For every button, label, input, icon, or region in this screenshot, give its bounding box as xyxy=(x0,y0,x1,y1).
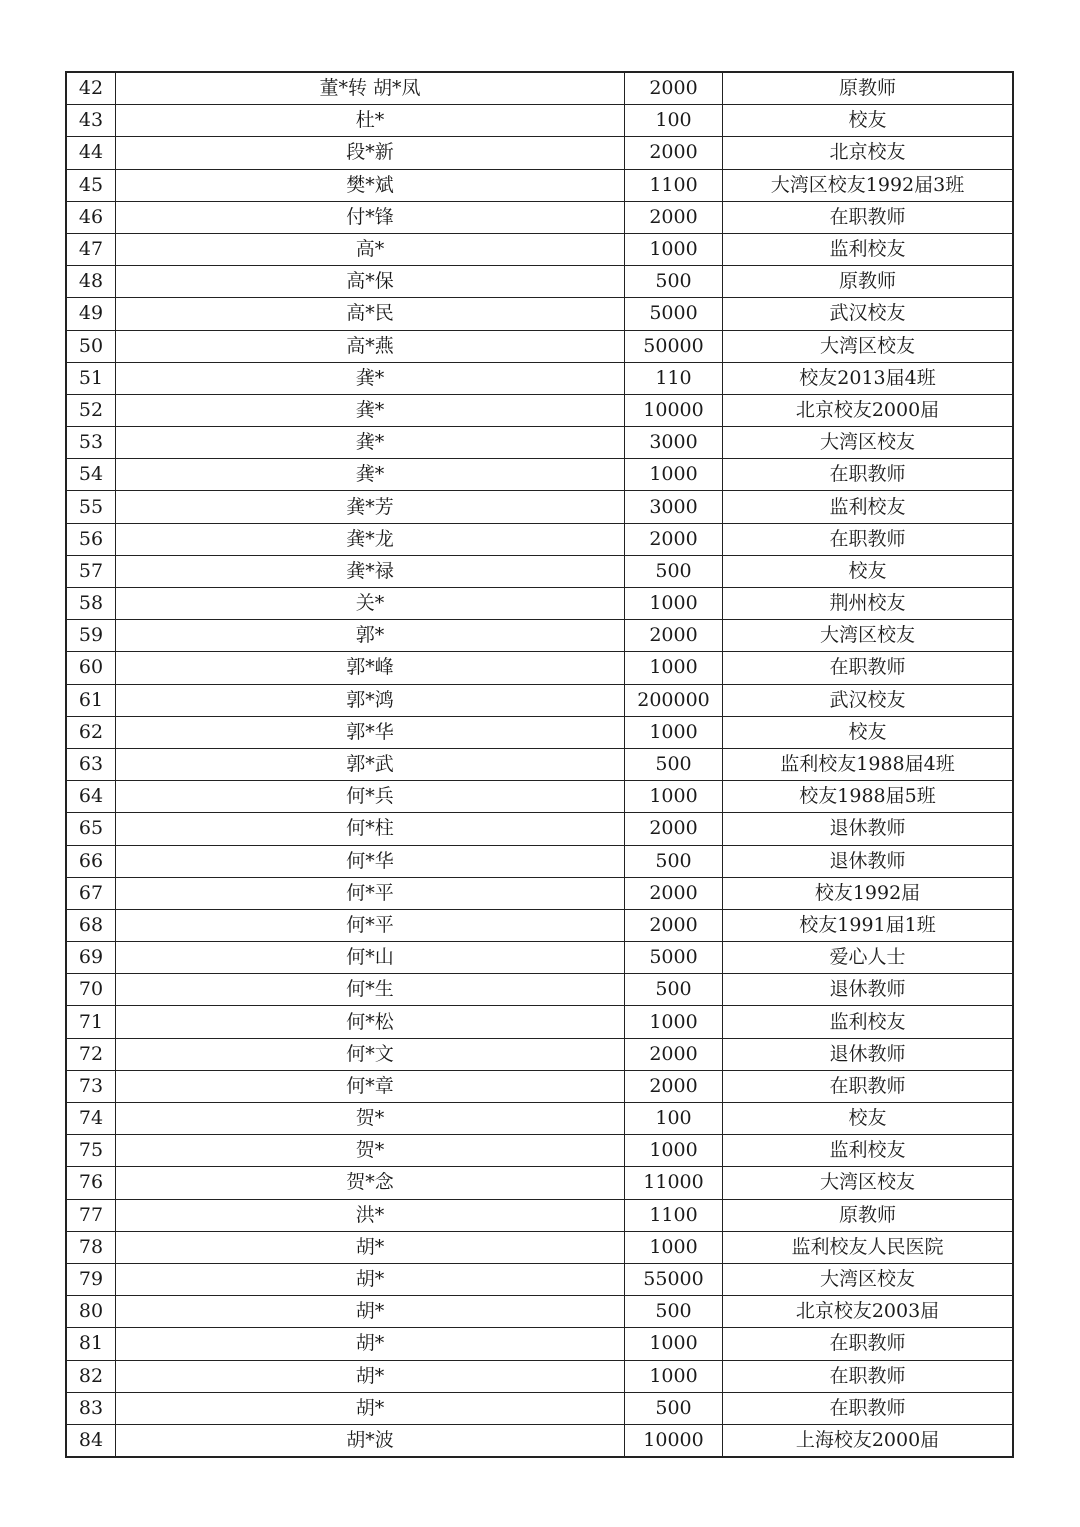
donor-name-cell: 付*锋 xyxy=(116,201,625,233)
donation-amount-cell: 1000 xyxy=(625,233,723,265)
table-row xyxy=(66,1392,1013,1424)
donor-note-cell: 武汉校友 xyxy=(723,684,1014,716)
donation-amount-cell: 2000 xyxy=(625,72,723,105)
donor-name-cell: 龚* xyxy=(116,427,625,459)
donor-note-cell: 北京校友2003届 xyxy=(723,1296,1014,1328)
donation-amount-cell: 1000 xyxy=(625,459,723,491)
row-number-cell: 52 xyxy=(66,394,116,426)
row-number-cell: 66 xyxy=(66,845,116,877)
table-row xyxy=(66,362,1013,394)
donation-amount-cell: 1000 xyxy=(625,588,723,620)
donor-name-cell: 何*生 xyxy=(116,974,625,1006)
row-number-cell: 56 xyxy=(66,523,116,555)
donor-note-cell: 退休教师 xyxy=(723,1038,1014,1070)
row-number-cell: 46 xyxy=(66,201,116,233)
donor-name-cell: 龚* xyxy=(116,394,625,426)
donor-note-cell: 校友1991届1班 xyxy=(723,909,1014,941)
table-row xyxy=(66,266,1013,298)
row-number-cell: 50 xyxy=(66,330,116,362)
row-number-cell: 42 xyxy=(66,72,116,105)
donor-note-cell: 上海校友2000届 xyxy=(723,1424,1014,1457)
row-number-cell: 70 xyxy=(66,974,116,1006)
row-number-cell: 76 xyxy=(66,1167,116,1199)
donor-note-cell: 校友1992届 xyxy=(723,877,1014,909)
donor-note-cell: 退休教师 xyxy=(723,974,1014,1006)
donor-name-cell: 龚*龙 xyxy=(116,523,625,555)
donation-amount-cell: 3000 xyxy=(625,491,723,523)
donor-name-cell: 胡* xyxy=(116,1328,625,1360)
donor-note-cell: 监利校友人民医院 xyxy=(723,1231,1014,1263)
table-row xyxy=(66,684,1013,716)
table-row xyxy=(66,781,1013,813)
donor-name-cell: 龚*禄 xyxy=(116,555,625,587)
donation-amount-cell: 1100 xyxy=(625,1199,723,1231)
donor-note-cell: 校友 xyxy=(723,105,1014,137)
row-number-cell: 54 xyxy=(66,459,116,491)
donation-amount-cell: 1000 xyxy=(625,1006,723,1038)
row-number-cell: 53 xyxy=(66,427,116,459)
table-row xyxy=(66,427,1013,459)
table-row xyxy=(66,1231,1013,1263)
row-number-cell: 63 xyxy=(66,748,116,780)
donor-name-cell: 胡* xyxy=(116,1231,625,1263)
donor-name-cell: 何*文 xyxy=(116,1038,625,1070)
table-row xyxy=(66,1424,1013,1457)
donation-amount-cell: 10000 xyxy=(625,394,723,426)
row-number-cell: 75 xyxy=(66,1135,116,1167)
donor-name-cell: 杜* xyxy=(116,105,625,137)
row-number-cell: 78 xyxy=(66,1231,116,1263)
donor-name-cell: 郭*峰 xyxy=(116,652,625,684)
donor-name-cell: 胡* xyxy=(116,1392,625,1424)
row-number-cell: 83 xyxy=(66,1392,116,1424)
row-number-cell: 64 xyxy=(66,781,116,813)
donation-amount-cell: 11000 xyxy=(625,1167,723,1199)
donor-note-cell: 武汉校友 xyxy=(723,298,1014,330)
row-number-cell: 74 xyxy=(66,1103,116,1135)
donor-note-cell: 在职教师 xyxy=(723,1360,1014,1392)
table-row xyxy=(66,330,1013,362)
donor-note-cell: 监利校友 xyxy=(723,233,1014,265)
donor-name-cell: 何*华 xyxy=(116,845,625,877)
donor-name-cell: 胡* xyxy=(116,1296,625,1328)
donation-amount-cell: 1000 xyxy=(625,652,723,684)
table-row xyxy=(66,1135,1013,1167)
donor-note-cell: 在职教师 xyxy=(723,1392,1014,1424)
table-row xyxy=(66,105,1013,137)
table-row xyxy=(66,459,1013,491)
donor-note-cell: 原教师 xyxy=(723,266,1014,298)
donation-amount-cell: 55000 xyxy=(625,1263,723,1295)
row-number-cell: 47 xyxy=(66,233,116,265)
row-number-cell: 60 xyxy=(66,652,116,684)
row-number-cell: 65 xyxy=(66,813,116,845)
donation-table-body xyxy=(66,72,1013,1457)
donation-amount-cell: 1000 xyxy=(625,781,723,813)
donor-name-cell: 高*保 xyxy=(116,266,625,298)
donor-note-cell: 原教师 xyxy=(723,1199,1014,1231)
donor-name-cell: 龚* xyxy=(116,459,625,491)
row-number-cell: 79 xyxy=(66,1263,116,1295)
row-number-cell: 72 xyxy=(66,1038,116,1070)
donor-note-cell: 在职教师 xyxy=(723,1070,1014,1102)
table-row xyxy=(66,1103,1013,1135)
donation-amount-cell: 500 xyxy=(625,266,723,298)
row-number-cell: 67 xyxy=(66,877,116,909)
donation-amount-cell: 500 xyxy=(625,1296,723,1328)
donation-table xyxy=(65,71,1014,1458)
table-row xyxy=(66,1006,1013,1038)
table-row xyxy=(66,491,1013,523)
donor-name-cell: 龚*芳 xyxy=(116,491,625,523)
table-row xyxy=(66,620,1013,652)
table-row xyxy=(66,201,1013,233)
row-number-cell: 51 xyxy=(66,362,116,394)
donor-note-cell: 爱心人士 xyxy=(723,942,1014,974)
table-row xyxy=(66,1070,1013,1102)
table-row xyxy=(66,748,1013,780)
donor-name-cell: 贺* xyxy=(116,1135,625,1167)
donor-note-cell: 在职教师 xyxy=(723,201,1014,233)
row-number-cell: 77 xyxy=(66,1199,116,1231)
donor-name-cell: 段*新 xyxy=(116,137,625,169)
row-number-cell: 82 xyxy=(66,1360,116,1392)
table-row xyxy=(66,1263,1013,1295)
donation-amount-cell: 2000 xyxy=(625,877,723,909)
donation-amount-cell: 2000 xyxy=(625,137,723,169)
donor-name-cell: 郭*鸿 xyxy=(116,684,625,716)
donor-name-cell: 何*柱 xyxy=(116,813,625,845)
table-row xyxy=(66,1038,1013,1070)
donor-note-cell: 大湾区校友 xyxy=(723,1263,1014,1295)
donor-name-cell: 郭* xyxy=(116,620,625,652)
table-row xyxy=(66,233,1013,265)
table-row xyxy=(66,72,1013,105)
table-row xyxy=(66,137,1013,169)
row-number-cell: 43 xyxy=(66,105,116,137)
row-number-cell: 71 xyxy=(66,1006,116,1038)
donor-note-cell: 监利校友 xyxy=(723,1135,1014,1167)
donor-note-cell: 在职教师 xyxy=(723,523,1014,555)
donor-note-cell: 校友 xyxy=(723,716,1014,748)
row-number-cell: 69 xyxy=(66,942,116,974)
donor-name-cell: 郭*武 xyxy=(116,748,625,780)
donation-amount-cell: 2000 xyxy=(625,909,723,941)
table-row xyxy=(66,909,1013,941)
table-row xyxy=(66,169,1013,201)
donor-note-cell: 校友 xyxy=(723,555,1014,587)
donation-amount-cell: 1000 xyxy=(625,1135,723,1167)
donation-amount-cell: 5000 xyxy=(625,942,723,974)
donor-name-cell: 董*转 胡*凤 xyxy=(116,72,625,105)
donation-amount-cell: 2000 xyxy=(625,201,723,233)
donation-amount-cell: 50000 xyxy=(625,330,723,362)
donor-name-cell: 何*兵 xyxy=(116,781,625,813)
donation-amount-cell: 1100 xyxy=(625,169,723,201)
table-row xyxy=(66,1328,1013,1360)
row-number-cell: 55 xyxy=(66,491,116,523)
donor-note-cell: 监利校友 xyxy=(723,491,1014,523)
donation-amount-cell: 5000 xyxy=(625,298,723,330)
donation-amount-cell: 500 xyxy=(625,845,723,877)
donor-name-cell: 何*平 xyxy=(116,909,625,941)
table-row xyxy=(66,394,1013,426)
donor-name-cell: 洪* xyxy=(116,1199,625,1231)
donor-name-cell: 贺*念 xyxy=(116,1167,625,1199)
row-number-cell: 80 xyxy=(66,1296,116,1328)
donor-note-cell: 监利校友1988届4班 xyxy=(723,748,1014,780)
donor-name-cell: 胡* xyxy=(116,1263,625,1295)
donor-note-cell: 大湾区校友 xyxy=(723,330,1014,362)
row-number-cell: 73 xyxy=(66,1070,116,1102)
table-row xyxy=(66,813,1013,845)
row-number-cell: 84 xyxy=(66,1424,116,1457)
donor-note-cell: 原教师 xyxy=(723,72,1014,105)
row-number-cell: 58 xyxy=(66,588,116,620)
donation-amount-cell: 110 xyxy=(625,362,723,394)
donor-note-cell: 在职教师 xyxy=(723,1328,1014,1360)
row-number-cell: 62 xyxy=(66,716,116,748)
donation-amount-cell: 2000 xyxy=(625,620,723,652)
donor-name-cell: 何*松 xyxy=(116,1006,625,1038)
donor-note-cell: 校友1988届5班 xyxy=(723,781,1014,813)
donor-name-cell: 龚* xyxy=(116,362,625,394)
row-number-cell: 59 xyxy=(66,620,116,652)
donor-note-cell: 校友 xyxy=(723,1103,1014,1135)
donor-name-cell: 何*章 xyxy=(116,1070,625,1102)
table-row xyxy=(66,1360,1013,1392)
donation-amount-cell: 100 xyxy=(625,105,723,137)
row-number-cell: 61 xyxy=(66,684,116,716)
table-row xyxy=(66,588,1013,620)
donor-note-cell: 退休教师 xyxy=(723,845,1014,877)
row-number-cell: 45 xyxy=(66,169,116,201)
donation-amount-cell: 2000 xyxy=(625,1038,723,1070)
donation-amount-cell: 500 xyxy=(625,1392,723,1424)
donor-note-cell: 荆州校友 xyxy=(723,588,1014,620)
donor-name-cell: 何*平 xyxy=(116,877,625,909)
donation-amount-cell: 3000 xyxy=(625,427,723,459)
table-row xyxy=(66,716,1013,748)
table-row xyxy=(66,1167,1013,1199)
row-number-cell: 49 xyxy=(66,298,116,330)
donor-note-cell: 在职教师 xyxy=(723,459,1014,491)
donation-amount-cell: 500 xyxy=(625,555,723,587)
donation-amount-cell: 1000 xyxy=(625,1328,723,1360)
donor-note-cell: 大湾区校友1992届3班 xyxy=(723,169,1014,201)
donor-note-cell: 校友2013届4班 xyxy=(723,362,1014,394)
donor-name-cell: 胡* xyxy=(116,1360,625,1392)
donation-amount-cell: 1000 xyxy=(625,1360,723,1392)
donor-name-cell: 郭*华 xyxy=(116,716,625,748)
donor-name-cell: 高* xyxy=(116,233,625,265)
donation-amount-cell: 200000 xyxy=(625,684,723,716)
donor-note-cell: 在职教师 xyxy=(723,652,1014,684)
table-row xyxy=(66,1199,1013,1231)
donation-amount-cell: 500 xyxy=(625,974,723,1006)
donor-name-cell: 高*民 xyxy=(116,298,625,330)
donation-amount-cell: 2000 xyxy=(625,523,723,555)
row-number-cell: 68 xyxy=(66,909,116,941)
donor-note-cell: 大湾区校友 xyxy=(723,427,1014,459)
table-row xyxy=(66,652,1013,684)
table-row xyxy=(66,845,1013,877)
donation-amount-cell: 1000 xyxy=(625,1231,723,1263)
donor-name-cell: 樊*斌 xyxy=(116,169,625,201)
table-row xyxy=(66,555,1013,587)
donation-amount-cell: 1000 xyxy=(625,716,723,748)
donation-amount-cell: 2000 xyxy=(625,1070,723,1102)
donor-name-cell: 胡*波 xyxy=(116,1424,625,1457)
row-number-cell: 48 xyxy=(66,266,116,298)
donor-note-cell: 大湾区校友 xyxy=(723,620,1014,652)
table-row xyxy=(66,877,1013,909)
donor-note-cell: 北京校友 xyxy=(723,137,1014,169)
row-number-cell: 57 xyxy=(66,555,116,587)
donor-note-cell: 北京校友2000届 xyxy=(723,394,1014,426)
row-number-cell: 81 xyxy=(66,1328,116,1360)
donor-note-cell: 退休教师 xyxy=(723,813,1014,845)
table-row xyxy=(66,974,1013,1006)
table-row xyxy=(66,1296,1013,1328)
row-number-cell: 44 xyxy=(66,137,116,169)
donor-name-cell: 贺* xyxy=(116,1103,625,1135)
donor-name-cell: 关* xyxy=(116,588,625,620)
donor-note-cell: 大湾区校友 xyxy=(723,1167,1014,1199)
table-row xyxy=(66,298,1013,330)
donation-amount-cell: 500 xyxy=(625,748,723,780)
table-row xyxy=(66,523,1013,555)
donor-name-cell: 何*山 xyxy=(116,942,625,974)
donation-amount-cell: 100 xyxy=(625,1103,723,1135)
donor-note-cell: 监利校友 xyxy=(723,1006,1014,1038)
donation-amount-cell: 10000 xyxy=(625,1424,723,1457)
table-row xyxy=(66,942,1013,974)
donor-name-cell: 高*燕 xyxy=(116,330,625,362)
donation-amount-cell: 2000 xyxy=(625,813,723,845)
